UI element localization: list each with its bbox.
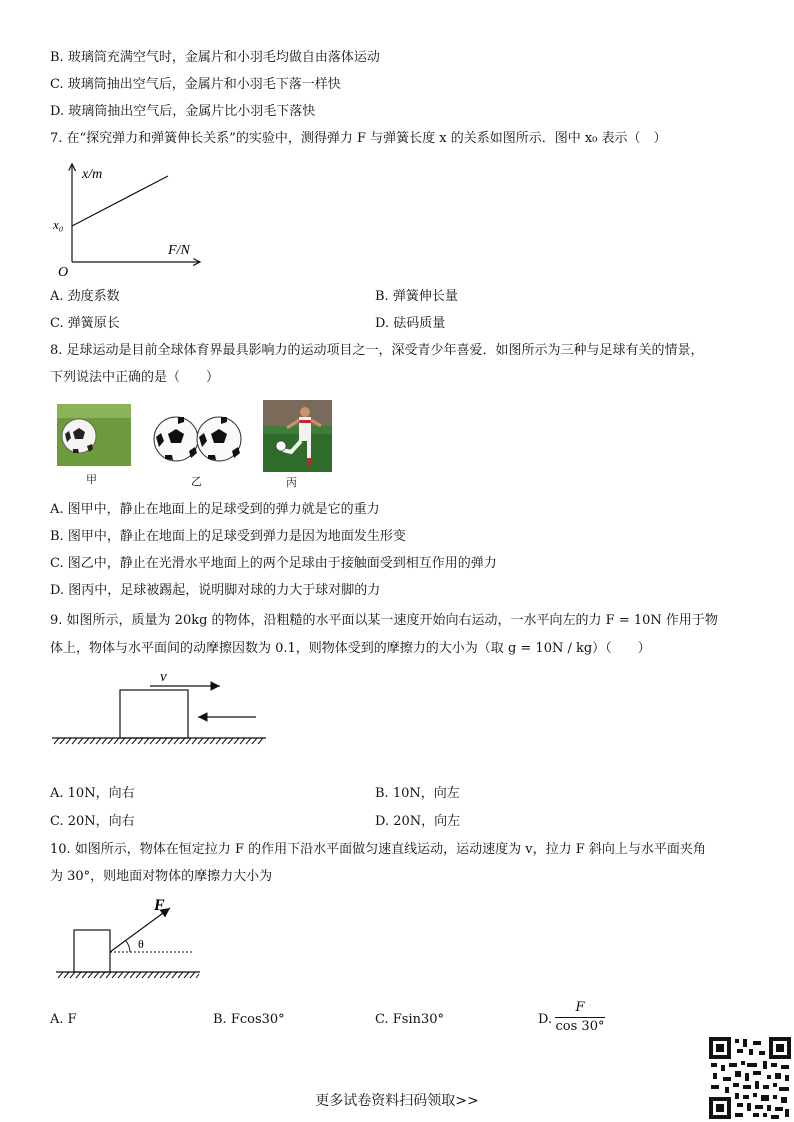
q7-option-b: B. 弹簧伸长量 (375, 289, 458, 304)
q9-option-c: C. 20N，向右 (50, 814, 135, 829)
q7-option-c: C. 弹簧原长 (50, 316, 120, 331)
footer-qr-prompt: 更多试卷资料扫码领取>> (315, 1093, 479, 1109)
q8-image-bing (263, 400, 332, 472)
q10-theta-label: θ (138, 937, 144, 951)
q7-intercept-label: x₀ (53, 217, 64, 232)
q6-option-c: C. 玻璃筒抽出空气后，金属片和小羽毛下落一样快 (50, 77, 341, 92)
q7-option-d: D. 砝码质量 (375, 316, 446, 331)
q8-option-d: D. 图丙中，足球被踢起，说明脚对球的力大于球对脚的力 (50, 583, 381, 598)
q10-option-a: A. F (50, 1012, 77, 1027)
q10-option-d-fraction (555, 999, 605, 1036)
q7-stem: 7. 在“探究弹力和弹簧伸长关系”的实验中，测得弹力 F 与弹簧长度 x 的关系如图所示．图中 x₀ 表示（ ） (50, 131, 667, 146)
q8-option-c: C. 图乙中，静止在光滑水平地面上的两个足球由于接触面受到相互作用的弹力 (50, 556, 497, 571)
q9-diagram (52, 668, 270, 748)
q10-angle-arc (126, 941, 130, 952)
q8-stem-line1: 8. 足球运动是目前全球体育界最具影响力的运动项目之一，深受青少年喜爱．如图所示为三种与足球有关的情景， (50, 343, 704, 358)
q6-option-d: D. 玻璃筒抽出空气后，金属片比小羽毛下落快 (50, 104, 316, 119)
q8-option-b: B. 图甲中，静止在地面上的足球受到弹力是因为地面发生形变 (50, 529, 406, 544)
q7-graph (50, 158, 210, 278)
q10-option-d: D. (538, 1012, 553, 1027)
q10-option-d-denominator: cos 30° (555, 1019, 605, 1034)
q10-force-label: F (154, 897, 165, 914)
q8-caption-bing: 丙 (286, 476, 297, 489)
q9-block (120, 690, 188, 738)
q7-ylabel: x/m (82, 167, 103, 182)
q10-ground-hatch (58, 972, 199, 978)
q8-stem-line2: 下列说法中正确的是（ ） (50, 370, 220, 385)
q9-ground-hatch (54, 738, 263, 744)
q7-graph-line (72, 176, 168, 226)
q7-option-a: A. 劲度系数 (50, 289, 120, 304)
q7-origin-label: O (58, 265, 69, 280)
q9-stem-line2: 体上，物体与水平面间的动摩擦因数为 0.1，则物体受到的摩擦力的大小为（取 g = 10N / kg）（ ） (50, 641, 651, 656)
q7-xlabel: F/N (168, 243, 190, 258)
q9-stem-line1: 9. 如图所示，质量为 20kg 的物体，沿粗糙的水平面以某一速度开始向右运动，一水平向左的力 F = 10N 作用于物 (50, 613, 718, 628)
q10-diagram (54, 894, 204, 984)
q8-caption-jia: 甲 (86, 473, 97, 486)
q6-option-b: B. 玻璃筒充满空气时，金属片和小羽毛均做自由落体运动 (50, 50, 380, 65)
q10-stem-line2: 为 30°，则地面对物体的摩擦力大小为 (50, 869, 273, 884)
q9-option-d: D. 20N，向左 (375, 814, 461, 829)
q10-block (74, 930, 110, 972)
q10-stem-line1: 10. 如图所示，物体在恒定拉力 F 的作用下沿水平面做匀速直线运动，运动速度为 v，拉力 F 斜向上与水平面夹角 (50, 842, 706, 857)
q10-option-b: B. Fcos30° (213, 1012, 285, 1027)
q10-option-c: C. Fsin30° (375, 1012, 445, 1027)
q8-option-a: A. 图甲中，静止在地面上的足球受到的弹力就是它的重力 (50, 502, 380, 517)
q8-image-yi (153, 415, 243, 463)
q10-option-d-numerator: F (555, 999, 605, 1018)
q9-option-b: B. 10N，向左 (375, 786, 460, 801)
q8-caption-yi: 乙 (191, 475, 202, 488)
q8-image-jia (57, 404, 131, 466)
q9-option-a: A. 10N，向右 (50, 786, 135, 801)
q9-velocity-label: v (160, 669, 167, 685)
